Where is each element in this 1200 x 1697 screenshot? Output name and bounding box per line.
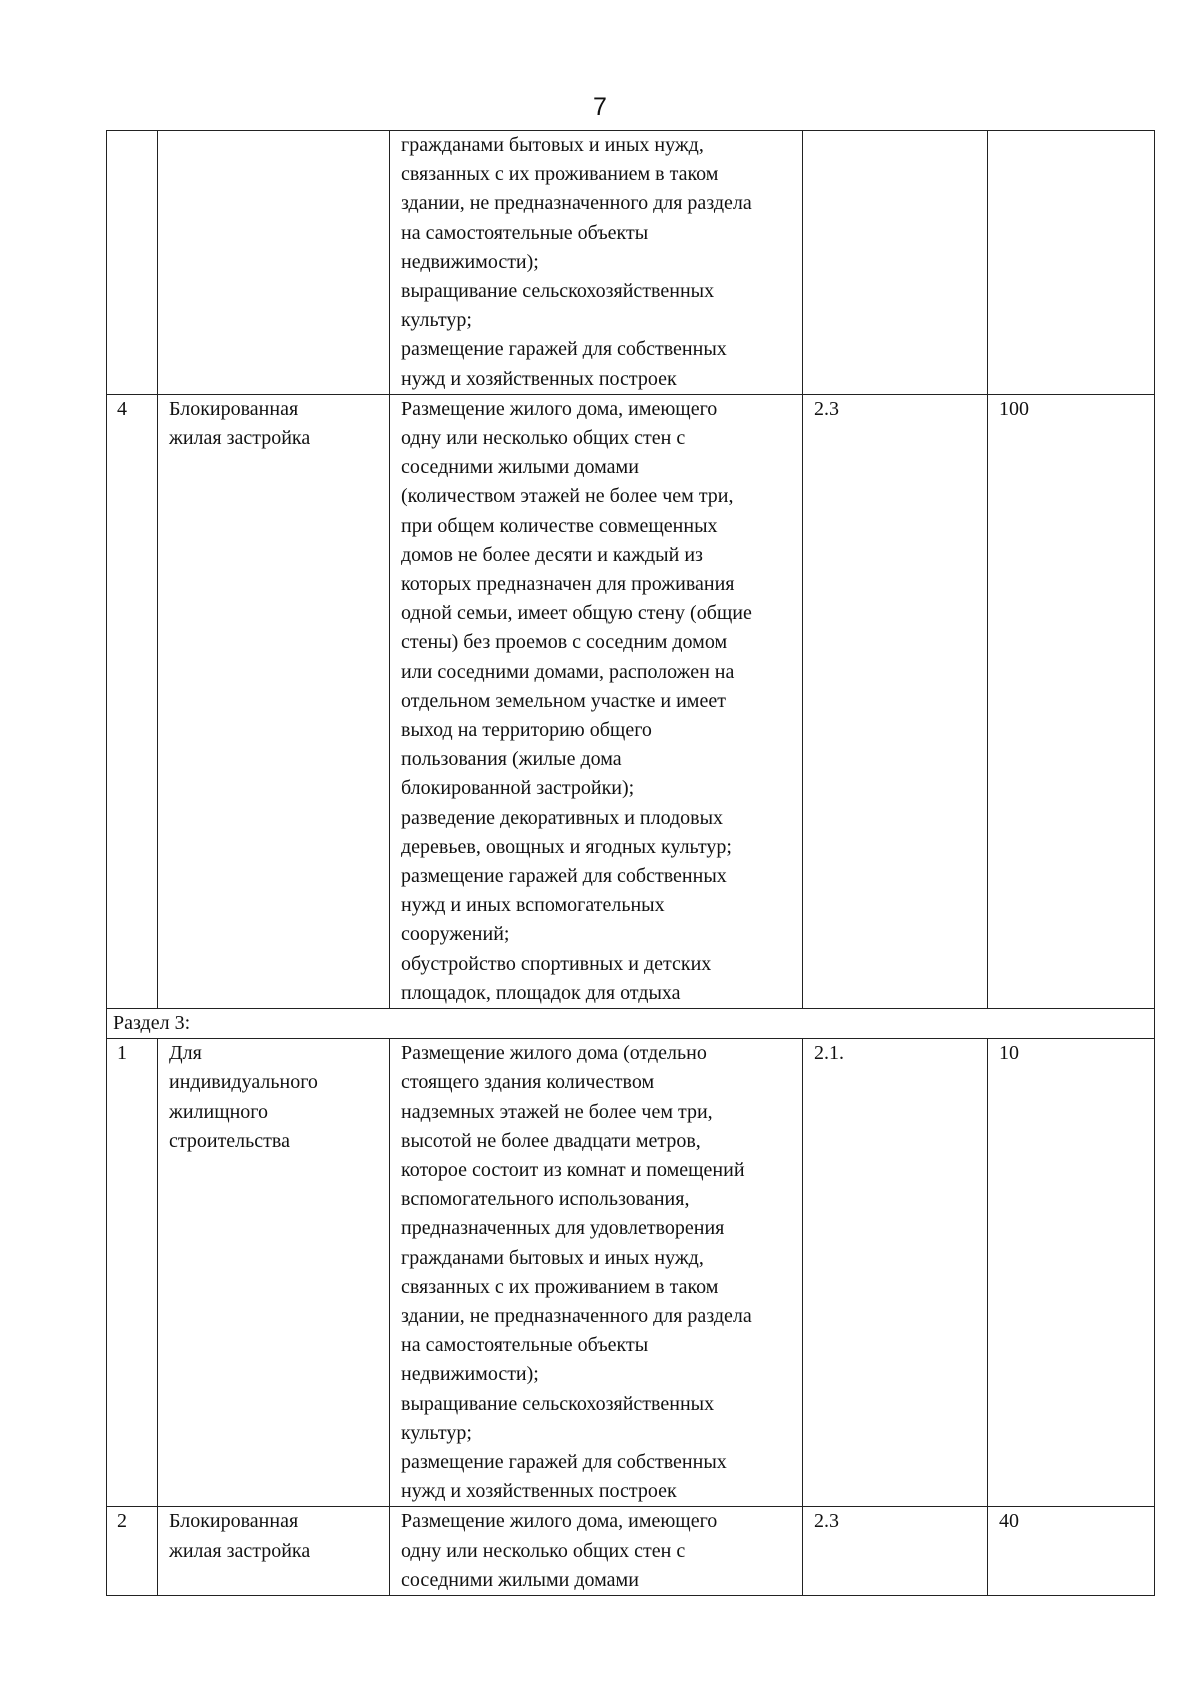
zoning-table (106, 130, 1155, 1596)
description-line: связанных с их проживанием в таком (401, 1275, 719, 1298)
description-line: связанных с их проживанием в таком (401, 163, 719, 186)
page-number: 7 (593, 93, 607, 121)
value-cell (988, 131, 1155, 395)
description-line: размещение гаражей для собственных (401, 1450, 727, 1473)
table-row (107, 131, 1155, 395)
description-line: размещение гаражей для собственных (401, 338, 727, 361)
description-line: Размещение жилого дома, имеющего (401, 397, 718, 420)
description-line: соседними жилыми домами (401, 1568, 639, 1591)
description-line: стоящего здания количеством (401, 1071, 655, 1094)
use-name-cell (158, 394, 390, 1008)
description-cell (390, 394, 803, 1008)
use-name-cell (158, 1507, 390, 1596)
row-number-cell (107, 131, 158, 395)
description-line: одной семьи, имеет общую стену (общие (401, 602, 752, 625)
code-cell (803, 131, 988, 395)
table-row (107, 394, 1155, 1008)
use-name-line: Блокированная (169, 1510, 299, 1533)
description-line: надземных этажей не более чем три, (401, 1100, 713, 1123)
code-cell (803, 1507, 988, 1596)
section-heading-cell (107, 1009, 1155, 1039)
description-line: высотой не более двадцати метров, (401, 1129, 701, 1152)
use-value: 100 (999, 397, 1029, 420)
description-line: здании, не предназначенного для раздела (401, 192, 752, 215)
use-name-line: жилищного (169, 1100, 269, 1123)
use-code: 2.1. (814, 1042, 844, 1065)
description-line: на самостоятельные объекты (401, 1334, 649, 1357)
description-line: стены) без проемов с соседним домом (401, 631, 728, 654)
description-line: на самостоятельные объекты (401, 221, 649, 244)
description-line: гражданами бытовых и иных нужд, (401, 1246, 704, 1269)
use-name-line: жилая застройка (169, 1539, 311, 1562)
row-number-cell (107, 1507, 158, 1596)
description-line: блокированной застройки); (401, 777, 635, 800)
description-line: недвижимости); (401, 250, 539, 273)
description-line: гражданами бытовых и иных нужд, (401, 134, 704, 156)
description-line: которое состоит из комнат и помещений (401, 1158, 745, 1181)
description-line: нужд и хозяйственных построек (401, 1480, 677, 1503)
use-name-line: Блокированная (169, 397, 299, 420)
description-line: Размещение жилого дома (отдельно (401, 1042, 707, 1065)
description-line: вспомогательного использования, (401, 1188, 690, 1211)
description-line: предназначенных для удовлетворения (401, 1217, 725, 1240)
description-line: домов не более десяти и каждый из (401, 543, 703, 566)
description-line: разведение декоративных и плодовых (401, 806, 724, 829)
row-number: 2 (117, 1510, 127, 1533)
use-name-cell (158, 1039, 390, 1507)
value-cell (988, 1507, 1155, 1596)
description-line: выращивание сельскохозяйственных (401, 1392, 715, 1415)
row-number-cell (107, 1039, 158, 1507)
description-line: сооружений; (401, 923, 510, 946)
description-line: выход на территорию общего (401, 719, 652, 742)
description-line: одну или несколько общих стен с (401, 1539, 686, 1562)
section-row (107, 1009, 1155, 1039)
description-line: Размещение жилого дома, имеющего (401, 1510, 718, 1533)
description-line: размещение гаражей для собственных (401, 865, 727, 888)
code-cell (803, 1039, 988, 1507)
description-line: нужд и хозяйственных построек (401, 367, 677, 390)
use-name-line: индивидуального (169, 1071, 318, 1094)
value-cell (988, 1039, 1155, 1507)
description-line: обустройство спортивных и детских (401, 952, 712, 975)
description-line: (количеством этажей не более чем три, (401, 485, 734, 508)
description-cell (390, 131, 803, 395)
description-line: культур; (401, 309, 472, 332)
description-line: выращивание сельскохозяйственных (401, 280, 715, 303)
use-value: 40 (999, 1510, 1019, 1533)
use-name-line: строительства (169, 1129, 290, 1152)
use-code: 2.3 (814, 1510, 839, 1533)
use-name-line: жилая застройка (169, 427, 311, 450)
description-line: или соседними домами, расположен на (401, 660, 735, 683)
row-number-cell (107, 394, 158, 1008)
value-cell (988, 394, 1155, 1008)
row-number: 1 (117, 1042, 127, 1065)
description-cell (390, 1039, 803, 1507)
description-line: одну или несколько общих стен с (401, 427, 686, 450)
use-name-line: Для (169, 1042, 202, 1065)
description-line: нужд и иных вспомогательных (401, 894, 665, 917)
description-line: отдельном земельном участке и имеет (401, 689, 726, 712)
code-cell (803, 394, 988, 1008)
description-line: деревьев, овощных и ягодных культур; (401, 835, 732, 858)
use-code: 2.3 (814, 397, 839, 420)
description-line: которых предназначен для проживания (401, 573, 735, 596)
table-row (107, 1507, 1155, 1596)
description-line: здании, не предназначенного для раздела (401, 1304, 752, 1327)
description-line: культур; (401, 1421, 472, 1444)
description-line: пользования (жилые дома (401, 748, 622, 771)
row-number: 4 (117, 397, 127, 420)
description-line: соседними жилыми домами (401, 456, 639, 479)
description-cell (390, 1507, 803, 1596)
description-line: площадок, площадок для отдыха (401, 981, 681, 1004)
use-name-cell (158, 131, 390, 395)
use-value: 10 (999, 1042, 1019, 1065)
table-row (107, 1039, 1155, 1507)
description-line: недвижимости); (401, 1363, 539, 1386)
section-heading: Раздел 3: (113, 1012, 191, 1035)
description-line: при общем количестве совмещенных (401, 514, 718, 537)
